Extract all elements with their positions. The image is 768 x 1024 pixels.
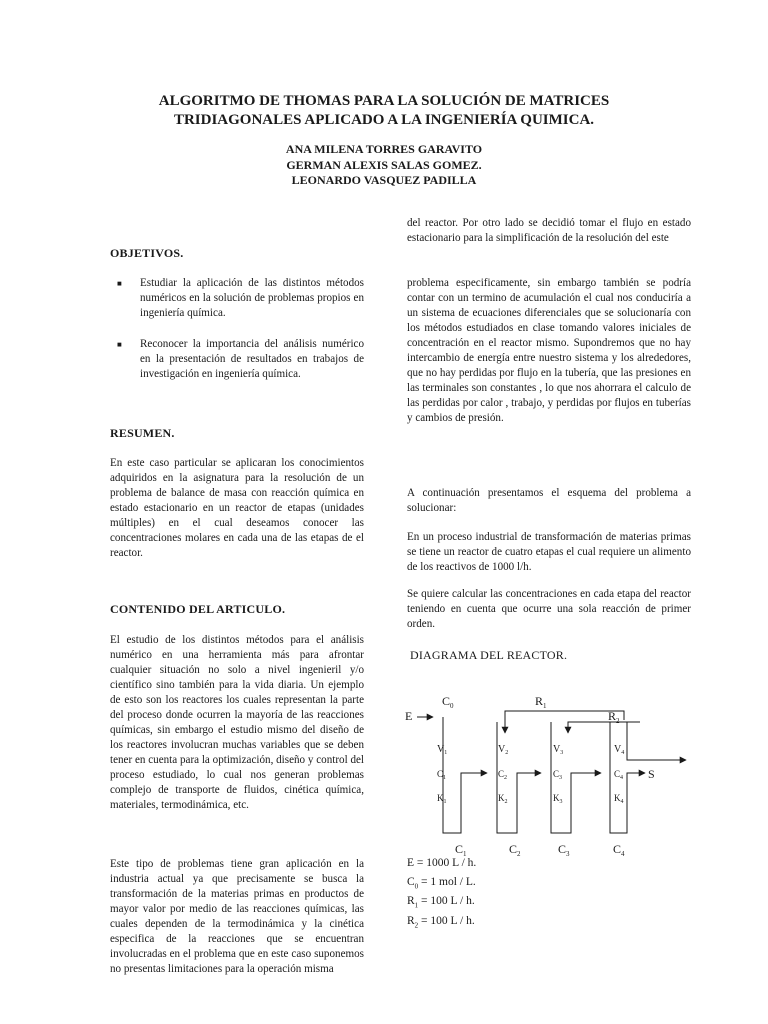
objetivo-item-1 xyxy=(110,276,364,321)
resumen-heading: RESUMEN. xyxy=(110,426,175,440)
r2-label: $R_2$ xyxy=(608,709,620,725)
value-r2: $R_2 = 100$ L / h. xyxy=(407,914,475,929)
r1-label: $R_1$ xyxy=(535,694,547,710)
stage-1-c: $C_1$ xyxy=(437,769,447,781)
right-paragraph-2: problema especificamente, sin embargo también se podría contar con un termino de acumulación el cual nos conduciría a un sistema de ecuaciones diferenciales que se solucionaría con los métodos estudiados en clase tomando valores iniciales de concentración en el reactor mismo. Supondremos que no hay intercambio de energía entre nuestro sistema y los alrededores, que no hay perdidas por flujo en la tubería, que las presiones en las terminales son constantes , lo que nos ahorrara el calculo de las perdidas por calor , trabajo, y perdidas por flujos en tuberías y cambios de presión. xyxy=(407,277,691,424)
recycle-r2-line xyxy=(568,722,640,733)
paper-title xyxy=(0,92,768,130)
author-list xyxy=(0,142,768,189)
stage-4-c: $C_4$ xyxy=(614,769,624,781)
contenido-heading: CONTENIDO DEL ARTICULO. xyxy=(110,602,286,616)
value-c0: $C_0 = 1$ mol / L. xyxy=(407,875,476,890)
objetivo-text-1: Estudiar la aplicación de las distintos métodos numéricos en la solución de problemas propios en ingeniería química. xyxy=(140,277,364,319)
objetivo-text-2: Reconocer la importancia del análisis numérico en la presentación de resultados en trabajos de investigación en ingeniería química. xyxy=(140,338,364,380)
stage-4-k: $K_4$ xyxy=(614,793,624,805)
contenido-paragraph-2: Este tipo de problemas tiene gran aplicación en la industria actual ya que precisamente se busca la transformación de la materias primas en productos de mayor valor por medio de las reacciones químicas, las cuales dependen de la termodinámica y la cinética especifica de la reacciones que se encuentran involucradas en el problema que en este caso suponemos no presentas limitaciones para la operación misma xyxy=(110,858,364,975)
output-c1: $C_1$ xyxy=(455,842,467,858)
resumen-paragraph: En este caso particular se aplicaran los conocimientos adquiridos en la asignatura para la resolución de un problema de balance de masa con reacción química en estado estacionario en un reactor de etapas (unidades múltiples) en el cual deseamos conocer las concentraciones molares en cada una de las etapas de el reactor. xyxy=(110,457,364,559)
author-2: GERMAN ALEXIS SALAS GOMEZ. xyxy=(286,157,482,172)
right-paragraph-1: del reactor. Por otro lado se decidió tomar el flujo en estado estacionario para la simplificación de la resolución del este xyxy=(407,217,691,244)
objetivo-item-2 xyxy=(110,337,364,382)
feed-label: E xyxy=(405,709,413,723)
contenido-paragraph-1: El estudio de los distintos métodos para el análisis numérico en una herramienta más para afrontar cualquier situación no solo a nivel ingenieril y/o científico sino también para la vida diaria. Un ejemplo de esto son los reactores los cuales representan la parte del proceso donde ocurren la mayoría de las reacciones químicas, sin embargo el estudio mismo del diseño de los reactores involucran muchas variables que se deben tener en cuenta para la optimización, diseño y control del proceso estudiado, lo cual nos generan problemas complejo de transporte de fluidos, cinética química, materiales, termodinámica, etc. xyxy=(110,634,364,811)
bullet-icon: ■ xyxy=(117,279,122,288)
author-3: LEONARDO VASQUEZ PADILLA xyxy=(291,173,477,187)
title-line-2: TRIDIAGONALES APLICADO A LA INGENIERÍA QUIMICA. xyxy=(173,112,595,128)
stage-2-k: $K_2$ xyxy=(498,793,508,805)
bullet-icon: ■ xyxy=(117,340,122,349)
author-1: ANA MILENA TORRES GARAVITO xyxy=(285,142,483,156)
output-c4: $C_4$ xyxy=(613,842,625,858)
stage-1-v: $V_1$ xyxy=(437,744,448,756)
stage-3-c: $C_3$ xyxy=(553,769,563,781)
output-c3: $C_3$ xyxy=(558,842,570,858)
reactor-diagram xyxy=(398,690,688,860)
stage-2-v: $V_2$ xyxy=(498,744,509,756)
stage-4-v: $V_4$ xyxy=(614,744,625,756)
stage-1-flow xyxy=(443,717,487,833)
title-line-1: ALGORITMO DE THOMAS PARA LA SOLUCIÓN DE MATRICES xyxy=(158,93,610,109)
stage-3-v: $V_3$ xyxy=(553,744,564,756)
right-paragraph-4: En un proceso industrial de transformación de materias primas se tiene un reactor de cuatro etapas el cual requiere un alimento de los reactivos de 1000 l/h. xyxy=(407,531,691,573)
objetivos-heading: OBJETIVOS. xyxy=(110,246,184,260)
diagram-title: DIAGRAMA DEL REACTOR. xyxy=(410,648,568,662)
product-label: S xyxy=(648,767,655,781)
stage-3-k: $K_3$ xyxy=(553,793,563,805)
stage-2-c: $C_2$ xyxy=(498,769,508,781)
parameter-values xyxy=(407,856,476,933)
value-e: E = 1000 L / h. xyxy=(407,857,477,869)
value-r1: $R_1 = 100$ L / h. xyxy=(407,895,475,910)
output-c2: $C_2$ xyxy=(509,842,521,858)
right-paragraph-5: Se quiere calcular las concentraciones en cada etapa del reactor teniendo en cuenta que ocurre una sola reacción de primer orden. xyxy=(407,588,691,630)
c0-label: $C_0$ xyxy=(442,694,454,710)
stage-1-k: $K_1$ xyxy=(437,793,447,805)
right-paragraph-3: A continuación presentamos el esquema del problema a solucionar: xyxy=(407,487,691,514)
